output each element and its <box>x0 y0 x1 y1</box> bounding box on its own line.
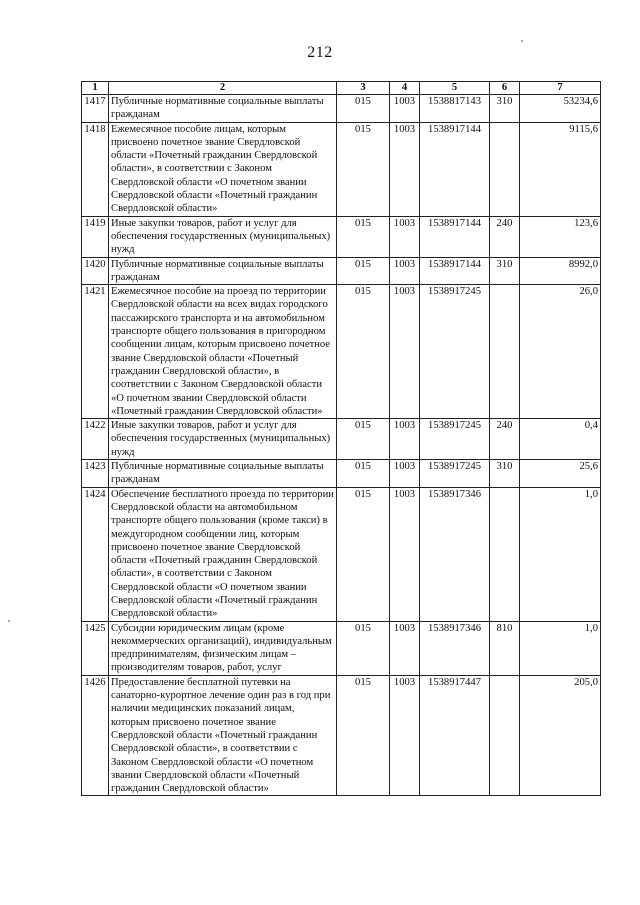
scan-speck <box>521 40 523 42</box>
row-amount: 205,0 <box>520 675 601 796</box>
row-target-code: 1538917447 <box>420 675 490 796</box>
row-number: 1424 <box>82 487 109 621</box>
row-number: 1419 <box>82 216 109 257</box>
row-target-code: 1538917346 <box>420 487 490 621</box>
table-row <box>82 95 601 123</box>
row-description: Ежемесячное пособие на проезд по территории Свердловской области на всех видах городского пассажирского транспорта и на автомобильном транспорте общего пользования в пригородном сообщении лицам, которым присвоено почетное звание Свердловской области «Почетный гражданин Свердловской области», в соответствии с Законом Свердловской области «О почетном звании Свердловской области «Почетный гражданин Свердловской области» <box>109 285 337 419</box>
row-section-code: 1003 <box>390 257 420 285</box>
row-description: Обеспечение бесплатного проезда по территории Свердловской области на автомобильном транспорте общего пользования (кроме такси) в междугородном сообщении лиц, которым присвоено почетное звание Свердловской области «Почетный гражданин Свердловской области», в соответствии с Законом Свердловской области «О почетном звании Свердловской области «Почетный гражданин Свердловской области» <box>109 487 337 621</box>
row-expense-type: 310 <box>490 95 520 123</box>
column-header: 7 <box>520 82 601 95</box>
scan-speck <box>8 620 10 622</box>
table-body <box>82 95 601 796</box>
row-ministry-code: 015 <box>337 285 390 419</box>
table-row <box>82 675 601 796</box>
row-amount: 0,4 <box>520 419 601 460</box>
row-target-code: 1538817143 <box>420 95 490 123</box>
row-expense-type <box>490 675 520 796</box>
row-description: Ежемесячное пособие лицам, которым присвоено почетное звание Свердловской области «Почетный гражданин Свердловской области», в соответствии с Законом Свердловской области «О почетном звании Свердловской области «Почетный гражданин Свердловской области» <box>109 122 337 216</box>
row-section-code: 1003 <box>390 487 420 621</box>
row-target-code: 1538917245 <box>420 419 490 460</box>
row-section-code: 1003 <box>390 122 420 216</box>
table-row <box>82 487 601 621</box>
row-ministry-code: 015 <box>337 675 390 796</box>
row-ministry-code: 015 <box>337 621 390 675</box>
row-expense-type <box>490 487 520 621</box>
row-section-code: 1003 <box>390 285 420 419</box>
table-row <box>82 122 601 216</box>
row-expense-type <box>490 122 520 216</box>
row-section-code: 1003 <box>390 419 420 460</box>
row-number: 1421 <box>82 285 109 419</box>
row-section-code: 1003 <box>390 216 420 257</box>
column-header: 2 <box>109 82 337 95</box>
row-target-code: 1538917245 <box>420 460 490 488</box>
row-number: 1425 <box>82 621 109 675</box>
row-description: Публичные нормативные социальные выплаты гражданам <box>109 460 337 488</box>
row-number: 1423 <box>82 460 109 488</box>
row-amount: 25,6 <box>520 460 601 488</box>
row-expense-type: 310 <box>490 257 520 285</box>
row-section-code: 1003 <box>390 460 420 488</box>
row-expense-type: 240 <box>490 216 520 257</box>
row-number: 1420 <box>82 257 109 285</box>
row-section-code: 1003 <box>390 95 420 123</box>
row-amount: 8992,0 <box>520 257 601 285</box>
row-expense-type: 310 <box>490 460 520 488</box>
table-row <box>82 621 601 675</box>
row-number: 1418 <box>82 122 109 216</box>
row-number: 1422 <box>82 419 109 460</box>
row-target-code: 1538917245 <box>420 285 490 419</box>
row-target-code: 1538917144 <box>420 122 490 216</box>
row-description: Иные закупки товаров, работ и услуг для обеспечения государственных (муниципальных) нужд <box>109 419 337 460</box>
column-header: 5 <box>420 82 490 95</box>
row-ministry-code: 015 <box>337 95 390 123</box>
row-amount: 9115,6 <box>520 122 601 216</box>
row-expense-type <box>490 285 520 419</box>
table-row <box>82 460 601 488</box>
row-ministry-code: 015 <box>337 216 390 257</box>
table-row <box>82 285 601 419</box>
row-expense-type: 810 <box>490 621 520 675</box>
row-ministry-code: 015 <box>337 460 390 488</box>
budget-table <box>81 81 601 796</box>
table-row <box>82 419 601 460</box>
row-section-code: 1003 <box>390 621 420 675</box>
row-target-code: 1538917346 <box>420 621 490 675</box>
column-header: 4 <box>390 82 420 95</box>
row-ministry-code: 015 <box>337 419 390 460</box>
row-amount: 1,0 <box>520 487 601 621</box>
row-description: Публичные нормативные социальные выплаты гражданам <box>109 257 337 285</box>
table-header-row <box>82 82 601 95</box>
row-description: Иные закупки товаров, работ и услуг для обеспечения государственных (муниципальных) нужд <box>109 216 337 257</box>
column-header: 3 <box>337 82 390 95</box>
row-number: 1426 <box>82 675 109 796</box>
row-amount: 26,0 <box>520 285 601 419</box>
row-target-code: 1538917144 <box>420 257 490 285</box>
row-ministry-code: 015 <box>337 487 390 621</box>
row-description: Предоставление бесплатной путевки на санаторно-курортное лечение один раз в год при наличии медицинских показаний лицам, которым присвоено почетное звание Свердловской области «Почетный гражданин Свердловской области», в соответствии с Законом Свердловской области «О почетном звании Свердловской области «Почетный гражданин Свердловской области» <box>109 675 337 796</box>
row-number: 1417 <box>82 95 109 123</box>
row-amount: 1,0 <box>520 621 601 675</box>
row-expense-type: 240 <box>490 419 520 460</box>
row-ministry-code: 015 <box>337 122 390 216</box>
row-amount: 123,6 <box>520 216 601 257</box>
table-row <box>82 257 601 285</box>
page-number: 212 <box>307 44 333 61</box>
column-header: 6 <box>490 82 520 95</box>
row-description: Публичные нормативные социальные выплаты гражданам <box>109 95 337 123</box>
row-description: Субсидии юридическим лицам (кроме некоммерческих организаций), индивидуальным предпринимателям, физическим лицам – производителям товаров, работ, услуг <box>109 621 337 675</box>
row-section-code: 1003 <box>390 675 420 796</box>
table-row <box>82 216 601 257</box>
row-ministry-code: 015 <box>337 257 390 285</box>
column-header: 1 <box>82 82 109 95</box>
row-target-code: 1538917144 <box>420 216 490 257</box>
row-amount: 53234,6 <box>520 95 601 123</box>
